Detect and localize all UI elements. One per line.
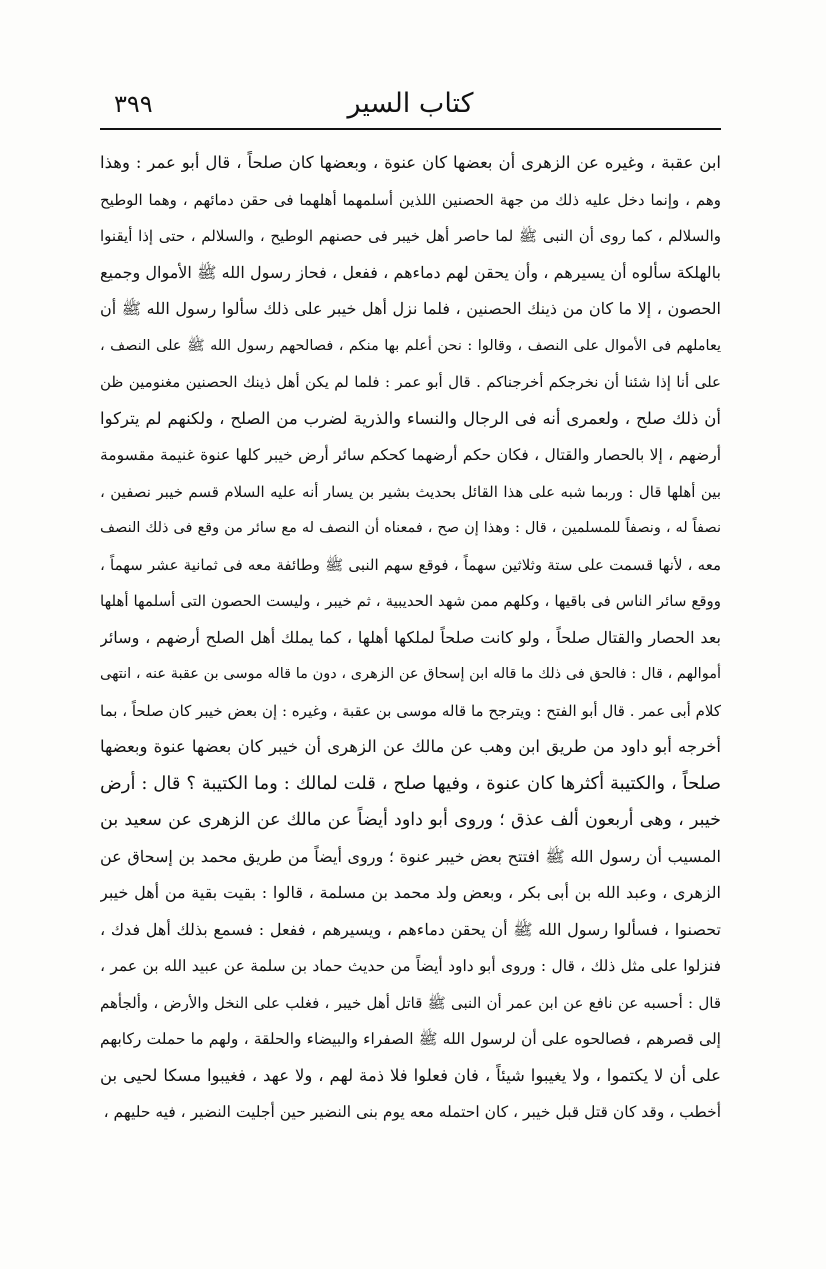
- text-line: أخرجه أبو داود من طريق ابن وهب عن مالك عن الزهرى أن خيبر كان بعضها عنوة وبعضها: [100, 737, 721, 756]
- page-number: ٣٩٩: [114, 90, 153, 118]
- text-line: أرضهم ، إلا بالحصار والقتال ، فكان حكم أرضهما كحكم سائر أرض خيبر كلها عنوة غنيمة مقسومة: [100, 446, 721, 464]
- running-header: [100, 84, 721, 126]
- text-line: معه ، لأنها قسمت على ستة وثلاثين سهماً ، فوقع سهم النبى ﷺ وطائفة معه فى ثمانية عشر سهماً ،: [100, 555, 721, 574]
- text-line: بالهلكة سألوه أن يسيرهم ، وأن يحقن لهم دماءهم ، ففعل ، فحاز رسول الله ﷺ الأموال وجميع: [100, 262, 721, 282]
- text-line: ووقع سائر الناس فى باقيها ، وكلهم ممن شهد الحديبية ، ثم خيبر ، وليست الحصون التى أسلمها أهلها: [100, 592, 721, 610]
- text-line: خيبر ، وهى أربعون ألف عذق ؛ وروى أبو داود أيضاً عن مالك عن الزهرى عن سعيد بن: [100, 810, 721, 830]
- text-line: صلحاً ، والكتيبة أكثرها كان عنوة ، وفيها صلح ، قلت لمالك : وما الكتيبة ؟ قال : أرض: [100, 772, 721, 794]
- text-line: أن ذلك صلح ، ولعمرى أنه فى الرجال والنساء والذرية لضرب من الصلح ، ولكنهم لم يتركوا: [100, 408, 721, 428]
- text-line: على أن لا يكتموا ، ولا يغيبوا شيئاً ، فان فعلوا فلا ذمة لهم ، ولا عهد ، فغيبوا مسكا لحيى بن: [100, 1065, 721, 1085]
- chapter-title: كتاب السير: [347, 88, 474, 119]
- text-line: أخطب ، وقد كان قتل قبل خيبر ، كان احتمله معه يوم بنى النضير حين أجليت النضير ، فيه حليهم ،: [103, 1103, 721, 1121]
- text-line: الحصون ، إلا ما كان من ذينك الحصنين ، فلما نزل أهل خيبر على ذلك سألوا رسول الله ﷺ أن: [100, 299, 721, 318]
- text-line: فنزلوا على مثل ذلك ، قال : وروى أبو داود أيضاً من حديث حماد بن سلمة عن عبيد الله بن عمر ،: [100, 957, 721, 975]
- text-line: إلى قصرهم ، فصالحوه على أن لرسول الله ﷺ الصفراء والبيضاء والحلقة ، ولهم ما حملت ركابهم: [100, 1030, 721, 1048]
- text-line: تحصنوا ، فسألوا رسول الله ﷺ أن يحقن دماءهم ، ويسيرهم ، ففعل : فسمع بذلك أهل فدك ،: [100, 919, 721, 939]
- text-line: قال : أحسبه عن نافع عن ابن عمر أن النبى ﷺ قاتل أهل خيبر ، فغلب على النخل والأرض ، وألجأهم: [100, 993, 721, 1012]
- text-line: كلام أبى عمر . قال أبو الفتح : ويترجح ما قاله موسى بن عقبة ، وغيره : إن بعض خيبر كان صلحاً ، بما: [100, 701, 721, 720]
- text-line: نصفاً له ، ونصفاً للمسلمين ، قال : وهذا إن صح ، فمعناه أن النصف له مع سائر من وقع فى ذلك النصف: [100, 520, 721, 536]
- text-line: والسلالم ، كما روى أن النبى ﷺ لما حاصر أهل خيبر فى حصنهم الوطيح ، والسلالم ، حتى إذا أيقنوا: [100, 227, 721, 245]
- header-rule: [100, 128, 721, 130]
- body-text: [100, 145, 721, 1131]
- text-line: على أنا إذا شئنا أن نخرجكم أخرجناكم . قال أبو عمر : فلما لم يكن أهل ذينك الحصنين مغنومين ظن: [100, 373, 721, 391]
- text-line: ابن عقبة ، وغيره عن الزهرى أن بعضها كان عنوة ، وبعضها كان صلحاً ، قال أبو عمر : وهذا: [100, 153, 721, 172]
- text-line: وهم ، وإنما دخل عليه ذلك من جهة الحصنين اللذين أسلمهما أهلهما فى حقن دمائهم ، وهما الوطيح: [100, 190, 721, 209]
- text-line: بعد الحصار والقتال صلحاً ، ولو كانت صلحاً لملكها أهلها ، كما يملك أهل الصلح أرضهم ، وسائر: [100, 627, 721, 647]
- text-line: بين أهلها قال : وربما شبه على هذا القائل بحديث بشير بن يسار أنه عليه السلام قسم خيبر نصفين ،: [100, 482, 721, 501]
- text-line: الزهرى ، وعبد الله بن أبى بكر ، وبعض ولد محمد بن مسلمة ، قالوا : بقيت بقية من أهل خيبر: [100, 883, 721, 902]
- text-line: المسيب أن رسول الله ﷺ افتتح بعض خيبر عنوة ؛ وروى أيضاً من طريق محمد بن إسحاق عن: [100, 846, 721, 866]
- text-line: يعاملهم فى الأموال على النصف ، وقالوا : نحن أعلم بها منكم ، فصالحهم رسول الله ﷺ على النصف ،: [100, 337, 721, 354]
- text-line: أموالهم ، قال : فالحق فى ذلك ما قاله ابن إسحاق عن الزهرى ، دون ما قاله موسى بن عقبة عنه ، انتهى: [100, 666, 721, 682]
